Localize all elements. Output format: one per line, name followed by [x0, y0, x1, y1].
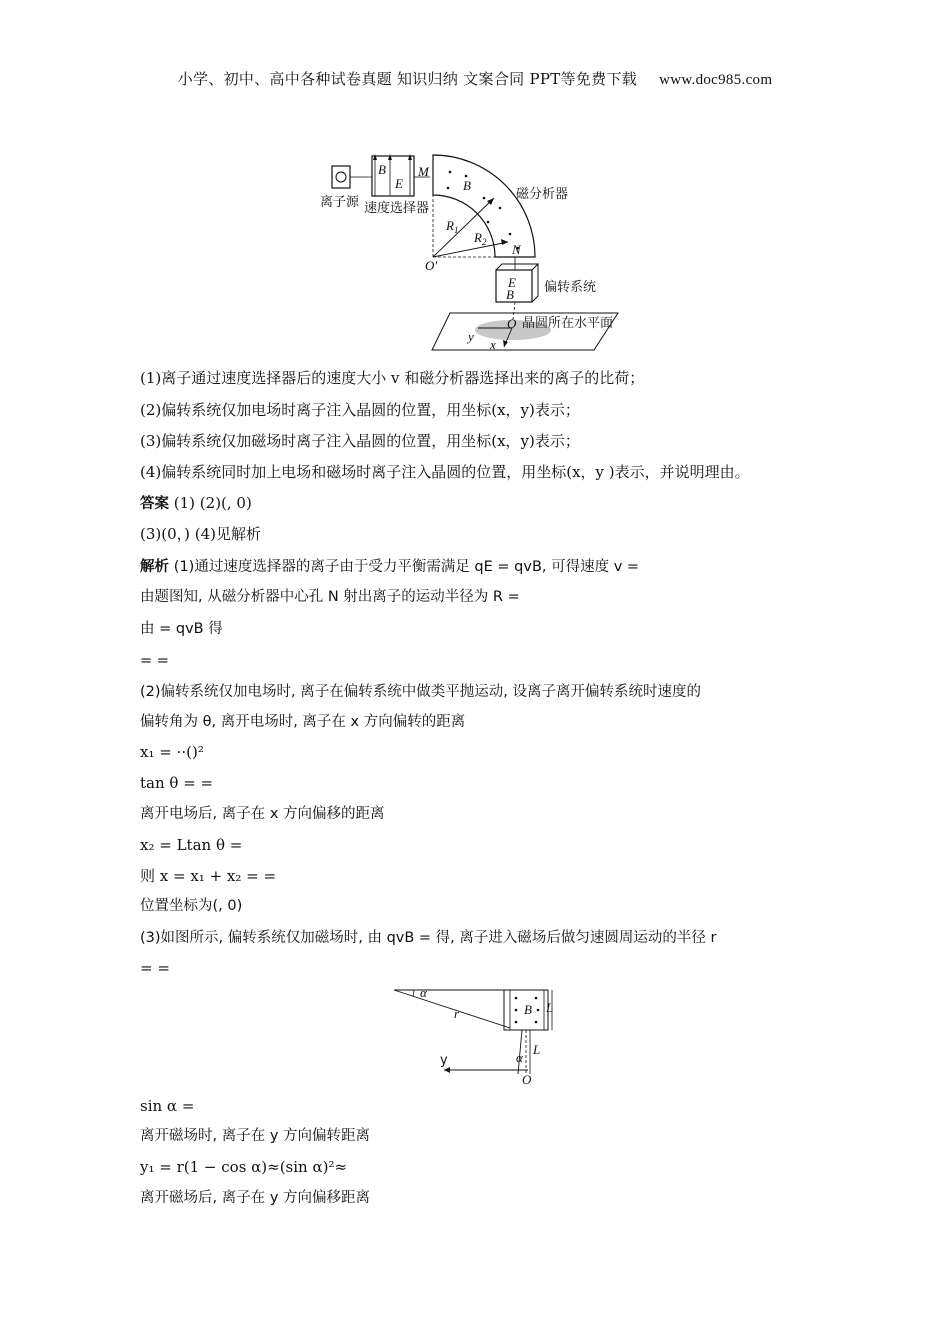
question-1: (1)离子通过速度选择器后的速度大小 v 和磁分析器选择出来的离子的比荷；	[140, 369, 645, 387]
alpha-bottom-label: α	[516, 1050, 523, 1065]
deflection-figure	[392, 982, 562, 1087]
question-4: (4)偏转系统同时加上电场和磁场时离子注入晶圆的位置，用坐标(x，y )表示，并说明理由。	[140, 463, 750, 481]
analysis-line-2: 由题图知, 从磁分析器中心孔 N 射出离子的运动半径为 R =	[140, 589, 520, 605]
analysis-line-10: x₂ = Ltan θ =	[140, 836, 243, 854]
analysis-line-13: (3)如图所示, 偏转系统仅加磁场时, 由 qvB = 得, 离子进入磁场后做匀速圆周运动的半径 r	[140, 930, 717, 946]
analysis-line-17: y₁ = r(1 − cos α)≈(sin α)²≈	[140, 1158, 348, 1176]
analysis-line-16: 离开磁场时, 离子在 y 方向偏转距离	[140, 1128, 371, 1144]
analysis-line-11: 则 x = x₁ + x₂ = =	[140, 867, 277, 885]
analysis-line-9: 离开电场后, 离子在 x 方向偏移的距离	[140, 806, 385, 822]
apparatus-figure	[318, 150, 638, 355]
answer-text-1: (1) (2)(, 0)	[173, 494, 252, 512]
ion-source-box	[332, 166, 350, 188]
analysis-line-18: 离开磁场后, 离子在 y 方向偏移距离	[140, 1190, 371, 1206]
wafer-O-label: O	[507, 316, 517, 331]
analysis-text-1: (1)通过速度选择器的离子由于受力平衡需满足 qE = qvB, 可得速度 v =	[173, 559, 640, 575]
fig2-O-label: O	[522, 1072, 532, 1087]
question-3: (3)偏转系统仅加磁场时离子注入晶圆的位置，用坐标(x，y)表示；	[140, 432, 580, 450]
ion-source-label: 离子源	[320, 195, 360, 210]
analysis-line-4: = =	[140, 653, 169, 669]
x-axis-label: x	[490, 337, 496, 352]
analysis-line-7: x₁ = ··()²	[140, 743, 204, 761]
analysis-label: 解析	[140, 559, 169, 575]
page-header	[0, 68, 950, 89]
deflect-E-label: E	[508, 275, 516, 290]
analysis-line-5: (2)偏转系统仅加电场时, 离子在偏转系统中做类平抛运动, 设离子离开偏转系统时速度的	[140, 684, 701, 700]
velocity-selector-label: 速度选择器	[364, 201, 430, 216]
alpha-top-label: α	[420, 985, 427, 1000]
fig2-y-label: y	[440, 1053, 448, 1068]
y-axis-label: y	[468, 329, 474, 344]
header-site: www.doc985.com	[659, 72, 773, 88]
question-2: (2)偏转系统仅加电场时离子注入晶圆的位置，用坐标(x，y)表示；	[140, 401, 580, 419]
L-top-label: L	[546, 1000, 554, 1015]
wafer-label: 晶圆所在水平面	[522, 316, 614, 331]
selector-E-label: E	[395, 176, 403, 191]
analysis-line-6: 偏转角为 θ, 离开电场时, 离子在 x 方向偏转的距离	[140, 714, 466, 730]
R2-label: $R_2$	[474, 230, 487, 247]
answer-label: 答案	[140, 496, 169, 512]
Oprime-label: O′	[425, 258, 438, 273]
analysis-line-14: = =	[140, 959, 170, 977]
answer-line-1	[140, 493, 252, 514]
deflection-system-label: 偏转系统	[544, 280, 597, 295]
r-label: r	[454, 1006, 460, 1021]
field-B-label: B	[524, 1002, 532, 1017]
answer-line-2: (3)(0，) (4)见解析	[140, 525, 262, 543]
analysis-line-12: 位置坐标为(, 0)	[140, 898, 243, 914]
analyzer-B-label: B	[463, 178, 471, 193]
analysis-line-8: tan θ = =	[140, 774, 214, 792]
analyzer-label: 磁分析器	[516, 187, 569, 202]
analysis-line-3: 由 = qvB 得	[140, 621, 223, 637]
header-text: 小学、初中、高中各种试卷真题 知识归纳 文案合同 PPT等免费下载	[177, 70, 638, 88]
R1-label: $R_1$	[446, 218, 459, 235]
N-label: N	[512, 242, 521, 257]
L-bottom-label: L	[533, 1042, 541, 1057]
deflect-B-label: B	[506, 287, 514, 302]
analysis-line-1	[140, 556, 639, 577]
M-label: M	[418, 164, 429, 179]
analysis-line-15: sin α =	[140, 1097, 195, 1115]
ion-source-hole	[336, 172, 346, 182]
selector-B-label: B	[378, 162, 386, 177]
